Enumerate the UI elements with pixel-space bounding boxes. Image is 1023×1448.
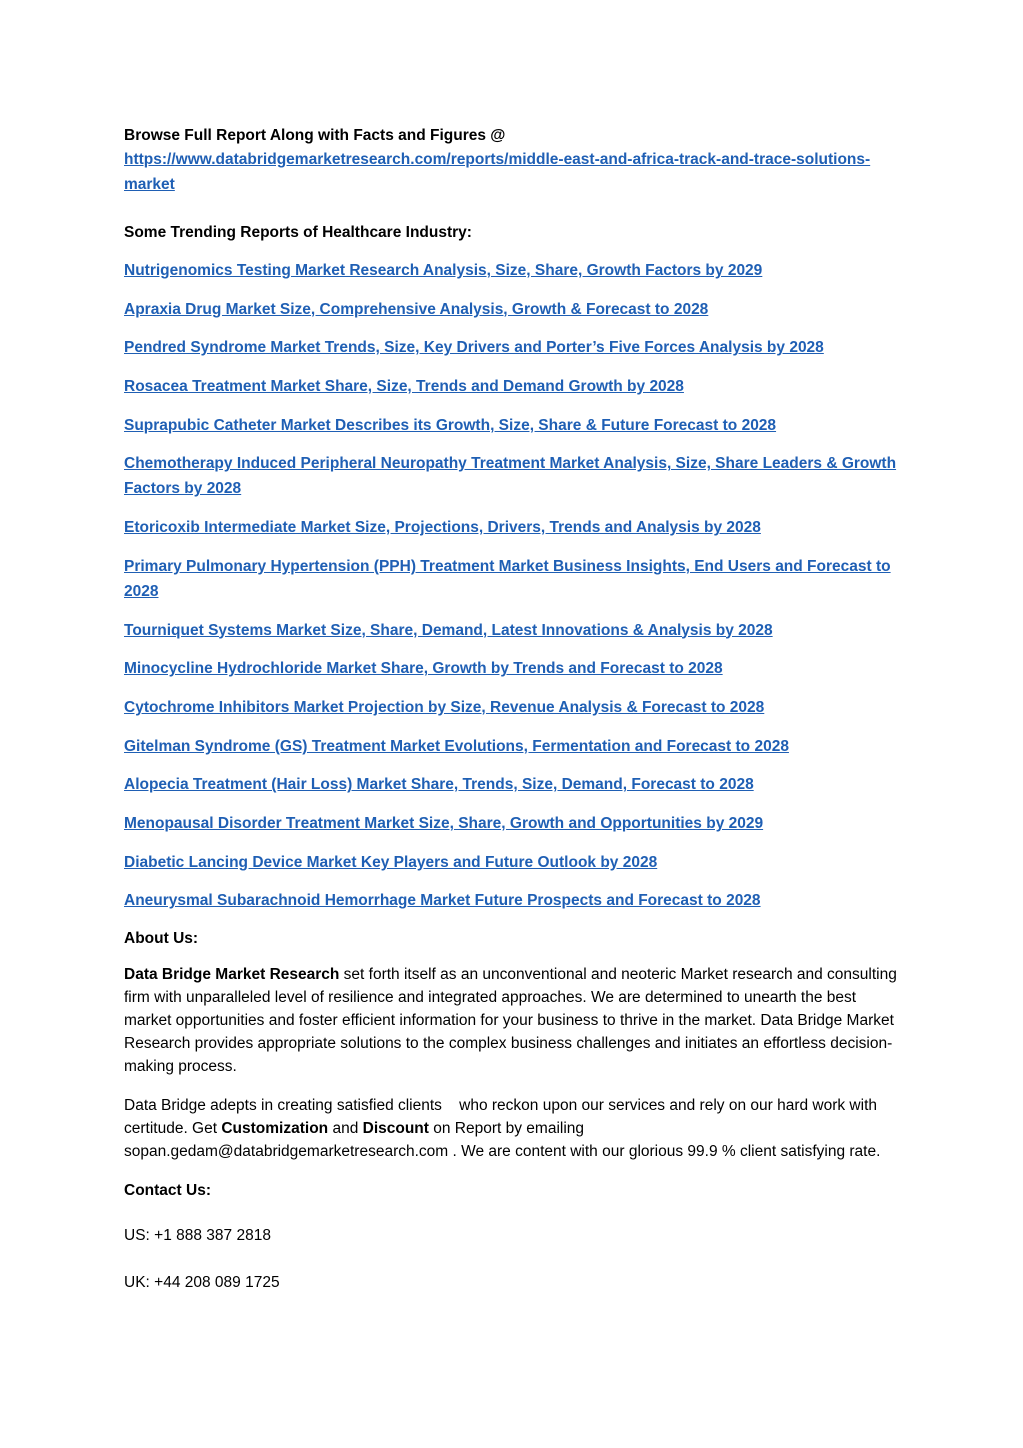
contact-us-phone: US: +1 888 387 2818 xyxy=(124,1227,271,1244)
list-item xyxy=(124,451,899,501)
report-link-gitelman[interactable]: Gitelman Syndrome (GS) Treatment Market Evolutions, Fermentation and Forecast to 2028 xyxy=(124,737,789,755)
about-paragraph-2-text-a: Data Bridge adepts in creating satisfied clients who reckon upon our services and rely on our hard work with certitude. Get xyxy=(124,1097,882,1137)
trending-report-list xyxy=(124,258,899,913)
report-link-nutrigenomics[interactable]: Nutrigenomics Testing Market Research Analysis, Size, Share, Growth Factors by 2029 xyxy=(124,262,763,279)
intro-title: Browse Full Report Along with Facts and Figures @ xyxy=(124,127,506,144)
trending-heading: Some Trending Reports of Healthcare Industry: xyxy=(124,224,472,241)
list-item xyxy=(124,554,899,604)
report-link-aneurysmal[interactable]: Aneurysmal Subarachnoid Hemorrhage Market Future Prospects and Forecast to 2028 xyxy=(124,892,761,910)
list-item xyxy=(124,772,899,797)
and-text: and xyxy=(328,1120,363,1137)
contact-uk-phone: UK: +44 208 089 1725 xyxy=(124,1274,280,1291)
report-link-alopecia[interactable]: Alopecia Treatment (Hair Loss) Market Share, Trends, Size, Demand, Forecast to 2028 xyxy=(124,776,754,794)
about-paragraph-2 xyxy=(124,1094,899,1163)
about-paragraph-1 xyxy=(124,963,899,1078)
report-link-etoricoxib[interactable]: Etoricoxib Intermediate Market Size, Projections, Drivers, Trends and Analysis by 2028 xyxy=(124,519,761,537)
list-item xyxy=(124,413,899,438)
document-body xyxy=(124,124,899,1318)
report-link-chemotherapy[interactable]: Chemotherapy Induced Peripheral Neuropathy Treatment Market Analysis, Size, Share Leaders & Growth Factors by 2028 xyxy=(124,455,897,498)
report-link-pph[interactable]: Primary Pulmonary Hypertension (PPH) Treatment Market Business Insights, End Users and Forecast to 2028 xyxy=(124,557,891,600)
about-heading: About Us: xyxy=(124,930,199,947)
list-item xyxy=(124,850,899,875)
company-name: Data Bridge Market Research xyxy=(124,966,340,983)
list-item xyxy=(124,515,899,540)
discount-text: Discount xyxy=(362,1120,429,1137)
report-link-menopausal[interactable]: Menopausal Disorder Treatment Market Size, Share, Growth and Opportunities by 2029 xyxy=(124,814,764,832)
list-item xyxy=(124,695,899,720)
list-item xyxy=(124,618,899,643)
list-item xyxy=(124,374,899,399)
report-link-diabetic-lancing[interactable]: Diabetic Lancing Device Market Key Players and Future Outlook by 2028 xyxy=(124,853,658,871)
report-link-tourniquet[interactable]: Tourniquet Systems Market Size, Share, Demand, Latest Innovations & Analysis by 2028 xyxy=(124,621,773,639)
about-paragraph-2-text-b: on Report by emailing sopan.gedam@databridgemarketresearch.com . We are content with our glorious 99.9 % client satisfying rate. xyxy=(124,1120,881,1160)
customization-text: Customization xyxy=(221,1120,329,1137)
list-item xyxy=(124,734,899,759)
report-link-suprapubic[interactable]: Suprapubic Catheter Market Describes its Growth, Size, Share & Future Forecast to 2028 xyxy=(124,416,777,434)
report-link-cytochrome[interactable]: Cytochrome Inhibitors Market Projection by Size, Revenue Analysis & Forecast to 2028 xyxy=(124,698,765,716)
list-item xyxy=(124,335,899,360)
contact-heading: Contact Us: xyxy=(124,1182,211,1199)
report-link-minocycline[interactable]: Minocycline Hydrochloride Market Share, Growth by Trends and Forecast to 2028 xyxy=(124,660,723,678)
report-link-apraxia[interactable]: Apraxia Drug Market Size, Comprehensive Analysis, Growth & Forecast to 2028 xyxy=(124,300,709,318)
list-item xyxy=(124,258,899,283)
report-url-link[interactable]: https://www.databridgemarketresearch.com/reports/middle-east-and-africa-track-and-trace-solutions-market xyxy=(124,151,871,193)
list-item xyxy=(124,297,899,322)
list-item xyxy=(124,811,899,836)
about-paragraph-1-text: set forth itself as an unconventional and neoteric Market research and consulting firm with unparalleled level of resilience and integrated approaches. We are determined to unearth the best market opportunities and foster efficient information for your business to thrive in the market. Data Bridge Market Research provides appropriate solutions to the complex business challenges and initiates an effortless decision-making process. xyxy=(124,966,897,1075)
list-item xyxy=(124,656,899,681)
report-link-rosacea[interactable]: Rosacea Treatment Market Share, Size, Trends and Demand Growth by 2028 xyxy=(124,378,684,396)
list-item xyxy=(124,888,899,913)
report-link-pendred[interactable]: Pendred Syndrome Market Trends, Size, Key Drivers and Porter’s Five Forces Analysis by 2028 xyxy=(124,339,824,357)
